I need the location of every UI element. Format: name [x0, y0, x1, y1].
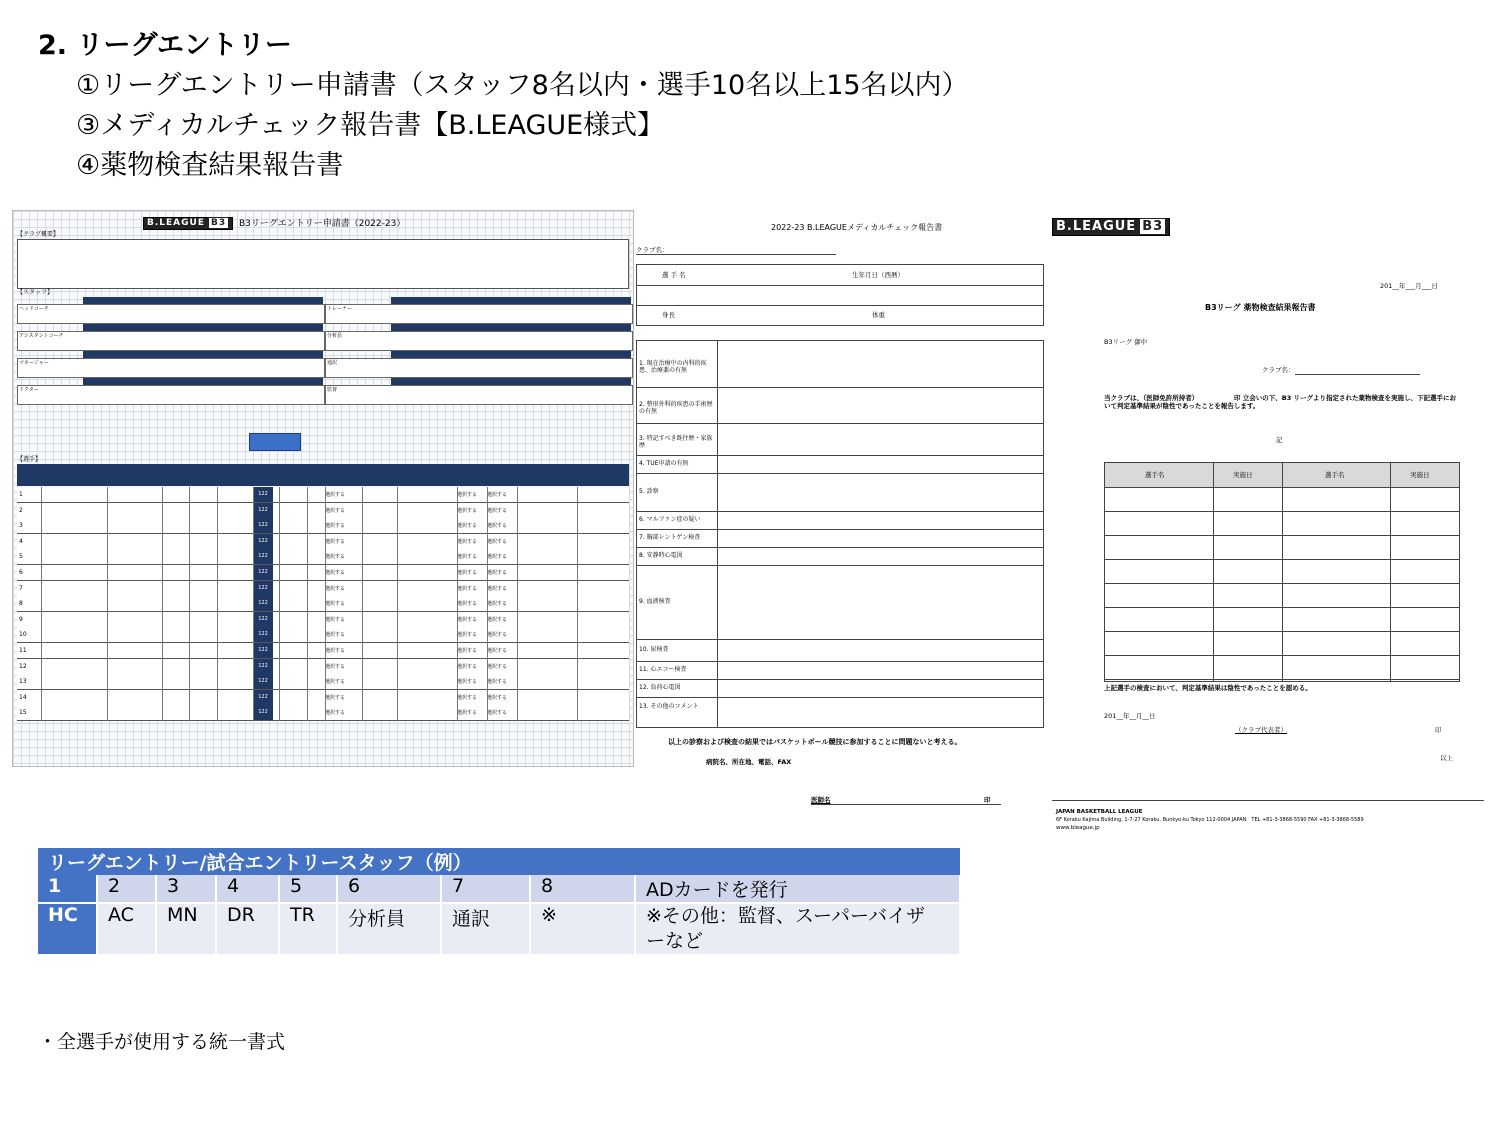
staff-role-label: トレーナー — [327, 306, 353, 312]
select-cell: 選択する — [457, 632, 478, 639]
staff-role-label: マネージャー — [19, 360, 49, 366]
drug-row-line — [1105, 583, 1459, 584]
medical-item-label: 13. その他のコメント — [639, 703, 699, 710]
player-column-line — [457, 487, 458, 721]
medical-item-label: 3. 特記すべき既往歴・家族歴 — [639, 435, 713, 449]
staff-number: 6 — [337, 875, 441, 903]
select-cell: 選択する — [457, 507, 478, 514]
height-cell: 122 — [253, 503, 273, 518]
footnote: ・全選手が使用する統一書式 — [38, 1031, 286, 1053]
medical-title: 2022-23 B.LEAGUEメディカルチェック報告書 — [771, 223, 943, 232]
select-cell: 選択する — [325, 554, 346, 561]
staff-number: 4 — [216, 875, 279, 903]
select-cell: 選択する — [487, 616, 508, 623]
drug-confirm: 上記選手の検査において、判定基準結果は陰性であったことを認める。 — [1104, 684, 1312, 692]
player-column-line — [279, 487, 280, 721]
height-cell: 122 — [253, 705, 273, 720]
drug-body: 当クラブは、（医師免許所持者） 印 立会いの下、B3 リーグより指定された薬物検査を実施し、下記選手において判定基準結果が陰性であったことを報告します。 — [1104, 394, 1457, 410]
medical-item-label: 6. マルファン症の疑い — [639, 516, 701, 523]
select-cell: 選択する — [487, 538, 508, 545]
staff-code: 通訳 — [441, 903, 530, 954]
drug-seal: 印 — [1435, 726, 1442, 734]
medical-item-label: 9. 血液検査 — [639, 598, 671, 605]
player-row — [17, 549, 629, 565]
select-cell: 選択する — [325, 523, 346, 530]
player-column-line — [162, 487, 163, 721]
select-cell: 選択する — [325, 663, 346, 670]
staff-code: HC — [38, 903, 97, 954]
staff-header-bar — [83, 351, 323, 358]
drug-row-line — [1105, 655, 1459, 656]
bleague-logo: B.LEAGUE B3 — [143, 217, 233, 230]
ad-card-label: ADカードを発行 — [635, 875, 960, 903]
select-cell: 選択する — [487, 632, 508, 639]
medical-item-label: 12. 負荷心電図 — [639, 684, 681, 691]
club-info-block — [17, 239, 629, 289]
player-column-line — [253, 487, 254, 721]
staff-number: 3 — [156, 875, 216, 903]
player-row-number: 12 — [19, 662, 27, 670]
staff-code: DR — [216, 903, 279, 954]
height-cell: 122 — [253, 565, 273, 580]
height-cell: 122 — [253, 643, 273, 658]
drug-org: JAPAN BASKETBALL LEAGUE — [1056, 809, 1143, 815]
doctor-label: 医師名 — [811, 796, 831, 804]
medical-row-line — [637, 511, 1043, 512]
select-cell: 選択する — [487, 492, 508, 498]
player-row-number: 1 — [19, 491, 23, 498]
height-cell: 122 — [253, 487, 273, 502]
medical-row-line — [637, 387, 1043, 388]
drug-address: 6F Koraku Kajima Building, 1-7-27 Koraku, Bunkyo-ku Tokyo 112-0004 JAPAN TEL +81-3-3868-5590 FAX +81-3-3868-5589 — [1056, 817, 1364, 823]
player-rows — [17, 487, 629, 732]
staff-number-row — [38, 875, 960, 903]
item-drug-form: ④薬物検査結果報告書 — [76, 150, 344, 181]
select-cell: 選択する — [325, 601, 346, 608]
select-cell: 選択する — [457, 538, 478, 545]
select-cell: 選択する — [325, 616, 346, 623]
height-cell: 122 — [253, 581, 273, 596]
select-cell: 選択する — [457, 601, 478, 608]
drug-club: クラブ名： — [1262, 366, 1295, 374]
player-row — [17, 659, 629, 675]
select-cell: 選択する — [487, 601, 508, 608]
player-row-number: 8 — [19, 600, 23, 608]
height-cell: 122 — [253, 674, 273, 689]
player-column-line — [217, 487, 218, 721]
hospital-label: 病院名、所在地、電話、FAX — [706, 758, 792, 766]
staff-code: ※ — [530, 903, 635, 954]
staff-code: AC — [97, 903, 156, 954]
select-cell: 選択する — [457, 694, 478, 701]
medical-row-line — [637, 679, 1043, 680]
player-row — [17, 503, 629, 519]
medical-row-line — [637, 455, 1043, 456]
player-column-line — [517, 487, 518, 721]
entry-form-title: B3リーグエントリー申請書（2022-23） — [239, 219, 406, 229]
player-column-line — [41, 487, 42, 721]
staff-entry-box — [325, 331, 633, 351]
staff-code: 分析員 — [337, 903, 441, 954]
staff-number: 7 — [441, 875, 530, 903]
medical-footer: 以上の診察および検査の結果ではバスケットボール競技に参加することに問題ないと考える。 — [668, 738, 962, 746]
drug-row-line — [1105, 511, 1459, 512]
player-row — [17, 581, 629, 597]
medical-item-label: 5. 診察 — [639, 488, 659, 495]
players-header — [17, 464, 629, 486]
bleague-logo: B.LEAGUE B3 — [1052, 218, 1170, 236]
height-cell: 122 — [253, 549, 273, 564]
player-row — [17, 487, 629, 503]
player-row-number: 7 — [19, 584, 23, 592]
medical-row-line — [637, 697, 1043, 698]
select-cell: 選択する — [487, 585, 508, 592]
drug-table: 選手名 実施日 選手名 実施日 — [1104, 462, 1460, 682]
drug-title: B3リーグ 薬物検査結果報告書 — [1205, 303, 1316, 312]
select-cell: 選択する — [325, 710, 346, 717]
select-cell: 選択する — [457, 679, 478, 686]
height-cell: 122 — [253, 518, 273, 533]
staff-role-label: 通訳 — [327, 360, 338, 366]
staff-code-row — [38, 903, 960, 954]
height-cell: 122 — [253, 596, 273, 611]
player-column-line — [325, 487, 326, 721]
height-cell: 122 — [253, 627, 273, 642]
medical-item-label: 1. 現在治療中の内科的疾患、治療薬の有無 — [639, 360, 707, 374]
staff-role-label: 監督 — [327, 387, 338, 393]
player-row — [17, 627, 629, 643]
player-row — [17, 518, 629, 534]
player-row-number: 11 — [19, 647, 27, 654]
medical-item-label: 8. 安静時心電図 — [639, 552, 683, 559]
select-cell: 選択する — [325, 570, 346, 576]
doctor-seal: 印 — [984, 796, 991, 804]
staff-entry-box — [325, 304, 633, 324]
staff-number: 8 — [530, 875, 635, 903]
select-cell: 選択する — [457, 710, 478, 717]
medical-items — [636, 340, 1044, 728]
select-cell: 選択する — [487, 523, 508, 530]
section-heading: 2. リーグエントリー — [38, 30, 292, 61]
medical-basic-info: 選 手 名 生年月日（西暦） 身長 体重 — [636, 264, 1044, 326]
select-cell: 選択する — [325, 538, 346, 545]
player-row — [17, 705, 629, 721]
select-cell: 選択する — [457, 648, 478, 654]
select-cell: 選択する — [457, 585, 478, 592]
staff-role-label: ドクター — [19, 387, 39, 393]
staff-block — [17, 297, 627, 407]
player-row — [17, 612, 629, 628]
player-row-number: 5 — [19, 553, 23, 561]
players-section-label: 【選手】 — [17, 456, 42, 463]
staff-header-bar — [83, 324, 323, 331]
player-row-number: 4 — [19, 537, 23, 545]
drug-form-image — [1050, 212, 1490, 842]
item-entry-form: ①リーグエントリー申請書（スタッフ8名以内・選手10名以上15名以内） — [76, 70, 969, 101]
drug-end: 以上 — [1440, 754, 1453, 762]
player-row-number: 9 — [19, 615, 23, 623]
select-cell: 選択する — [487, 507, 508, 514]
staff-role-label: 分析員 — [327, 333, 343, 339]
select-cell: 選択する — [325, 648, 346, 654]
player-row — [17, 690, 629, 706]
drug-row-line — [1105, 559, 1459, 560]
staff-header-bar — [83, 378, 323, 385]
staff-code: TR — [279, 903, 337, 954]
medical-item-label: 7. 胸部レントゲン検査 — [639, 534, 701, 541]
drug-date2: 201__年__月__日 — [1104, 712, 1156, 720]
player-row — [17, 565, 629, 581]
staff-table-header — [38, 848, 960, 875]
select-cell: 選択する — [457, 492, 478, 498]
height-cell: 122 — [253, 534, 273, 549]
select-cell: 選択する — [457, 570, 478, 576]
staff-header-bar — [391, 297, 631, 304]
player-row-number: 6 — [19, 569, 23, 576]
medical-row-line — [637, 423, 1043, 424]
drug-url: www.bleague.jp — [1056, 825, 1100, 831]
staff-table-title: リーグエントリー/試合エントリースタッフ（例） — [38, 848, 960, 875]
player-column-line — [577, 487, 578, 721]
drug-addressee: B3リーグ 御中 — [1104, 338, 1148, 346]
staff-number: 5 — [279, 875, 337, 903]
player-row-number: 15 — [19, 709, 27, 717]
staff-entry-box — [325, 385, 633, 405]
staff-entry-box — [17, 304, 325, 324]
medical-row-line — [637, 529, 1043, 530]
medical-row-line — [637, 473, 1043, 474]
player-column-line — [362, 487, 363, 721]
staff-header-bar — [391, 378, 631, 385]
player-row — [17, 643, 629, 659]
staff-note: ※その他：監督、スーパーバイザーなど — [635, 903, 960, 954]
select-cell: 選択する — [487, 554, 508, 561]
staff-example-table — [38, 848, 961, 954]
select-cell: 選択する — [325, 694, 346, 701]
select-cell: 選択する — [457, 663, 478, 670]
player-row-number: 10 — [19, 631, 27, 639]
medical-form-image — [636, 212, 1046, 812]
staff-number: 2 — [97, 875, 156, 903]
medical-club-label: クラブ名： — [636, 246, 669, 254]
medical-item-label: 4. TUE申請の有無 — [639, 460, 689, 467]
drug-date: 201__年___月___日 — [1380, 282, 1438, 290]
medical-row-line — [637, 547, 1043, 548]
select-cell: 選択する — [487, 679, 508, 686]
medical-row-line — [637, 661, 1043, 662]
height-cell: 122 — [253, 659, 273, 674]
select-cell: 選択する — [325, 492, 346, 498]
select-cell: 選択する — [457, 523, 478, 530]
staff-entry-box — [17, 385, 325, 405]
medical-item-label: 2. 整形外科的疾患の手術歴の有無 — [639, 401, 713, 415]
staff-entry-box — [17, 358, 325, 378]
select-cell: 選択する — [325, 679, 346, 686]
medical-item-label: 10. 尿検査 — [639, 646, 669, 653]
player-row-number: 14 — [19, 693, 27, 701]
select-cell: 選択する — [487, 663, 508, 670]
select-cell: 選択する — [325, 632, 346, 639]
staff-role-label: アシスタントコーチ — [19, 333, 64, 339]
select-cell: 選択する — [457, 554, 478, 561]
drug-row-line — [1105, 631, 1459, 632]
player-row — [17, 534, 629, 550]
select-cell: 選択する — [487, 648, 508, 654]
player-row — [17, 596, 629, 612]
player-row-number: 13 — [19, 678, 27, 686]
medical-row-line — [637, 565, 1043, 566]
club-section-label: 【クラブ概要】 — [17, 231, 60, 238]
select-cell: 選択する — [325, 507, 346, 514]
height-cell: 122 — [253, 612, 273, 627]
staff-code: MN — [156, 903, 216, 954]
drug-ki: 記 — [1276, 436, 1283, 444]
medical-row-line — [637, 639, 1043, 640]
staff-header-bar — [391, 324, 631, 331]
player-row-number: 3 — [19, 522, 23, 530]
height-cell: 122 — [253, 690, 273, 705]
entry-form-image — [12, 210, 634, 767]
drug-row-line — [1105, 535, 1459, 536]
staff-header-bar — [391, 351, 631, 358]
player-column-line — [107, 487, 108, 721]
staff-entry-box — [325, 358, 633, 378]
staff-section-label: 【スタッフ】 — [17, 289, 54, 296]
player-row-number: 2 — [19, 506, 23, 514]
player-column-line — [487, 487, 488, 721]
player-column-line — [189, 487, 190, 721]
player-row — [17, 674, 629, 690]
select-cell: 選択する — [325, 585, 346, 592]
drug-row-line — [1105, 679, 1459, 680]
staff-number: 1 — [38, 875, 97, 903]
select-cell: 選択する — [487, 570, 508, 576]
drug-row-line — [1105, 607, 1459, 608]
input-note-box — [249, 433, 301, 451]
staff-role-label: ヘッドコーチ — [19, 306, 49, 312]
item-medical-form: ③メディカルチェック報告書【B.LEAGUE様式】 — [76, 110, 665, 141]
select-cell: 選択する — [487, 694, 508, 701]
drug-rep: （クラブ代表者） — [1235, 726, 1287, 734]
select-cell: 選択する — [487, 710, 508, 717]
medical-column-line — [717, 341, 718, 727]
select-cell: 選択する — [457, 616, 478, 623]
staff-header-bar — [83, 297, 323, 304]
medical-item-label: 11. 心エコー検査 — [639, 666, 687, 673]
player-column-line — [397, 487, 398, 721]
player-column-line — [307, 487, 308, 721]
